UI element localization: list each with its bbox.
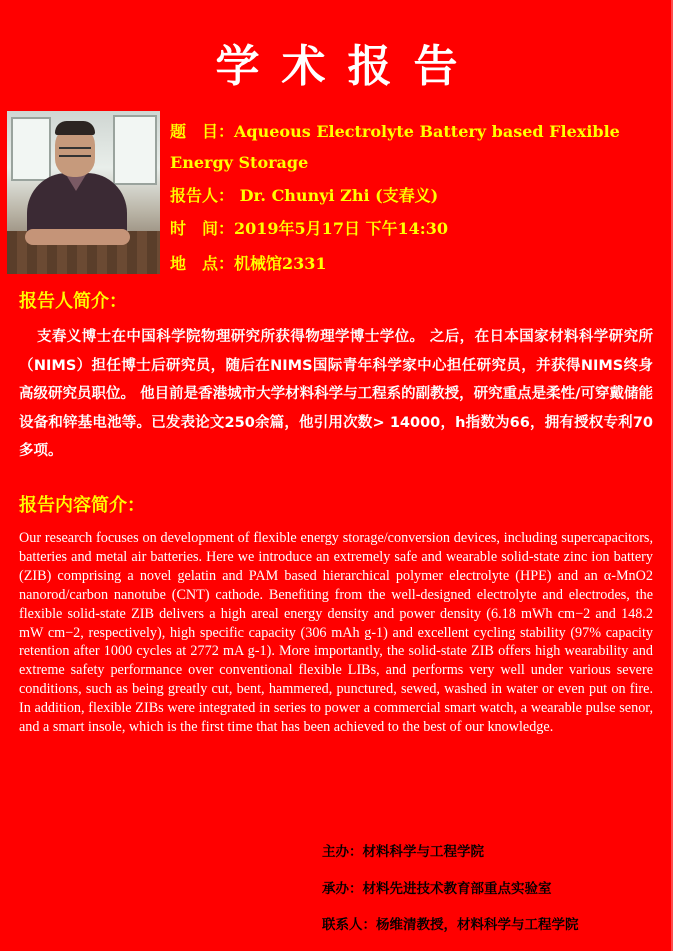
info-time: [170, 216, 660, 239]
photo-glasses: [59, 147, 91, 157]
info-place: [170, 251, 660, 274]
footer-co-host: 承办：材料先进技术教育部重点实验室: [322, 881, 552, 897]
info-place-value: 机械馆2331: [234, 254, 327, 273]
info-time-label: 时 间：: [170, 219, 235, 238]
info-place-label: 地 点：: [170, 254, 235, 273]
photo-arm: [25, 229, 130, 245]
abstract-heading: 报告内容简介：: [19, 495, 145, 516]
photo-window: [11, 117, 51, 181]
bio-heading: 报告人简介：: [19, 291, 127, 312]
footer-host: 主办：材料科学与工程学院: [322, 844, 484, 860]
info-speaker-label: 报告人：: [170, 186, 235, 205]
info-title-value: Aqueous Electrolyte Battery based Flexible Energy Storage: [170, 122, 620, 172]
info-title: [170, 116, 660, 178]
info-time-value: 2019年5月17日 下午14:30: [234, 219, 448, 238]
info-title-label: 题 目：: [170, 122, 235, 141]
speaker-photo: [7, 111, 160, 274]
info-speaker-value: Dr. Chunyi Zhi (支春义): [234, 186, 439, 205]
abstract-text: Our research focuses on development of flexible energy storage/conversion devices, including supercapacitors, batteries and metal air batteries. Here we introduce an extremely safe and wearable solid-state zinc ion battery (ZIB) comprising a novel gelatin and PAM based hierarchical polymer electrolyte (HPE) and an α-MnO2 nanorod/carbon nanotube (CNT) cathode. Benefiting from the well-designed electrolyte and electrodes, the flexible solid-state ZIB delivers a high areal energy density and power density (6.18 mWh cm−2 and 148.2 mW cm−2, respectively), high specific capacity (306 mAh g-1) and excellent cycling stability (97% capacity retention after 1000 cycles at 2772 mA g-1). More importantly, the solid-state ZIB offers high wearability and extreme safety performance over conventional flexible LIBs, and performs very well under various severe conditions, such as being greatly cut, bent, hammered, punctured, sewed, washed in water or even put on fire. In addition, flexible ZIBs were integrated in series to power a commercial smart watch, a wearable pulse senor, and a smart insole, which is the first time that has been achieved to the best of our knowledge.: [19, 530, 653, 736]
footer-contact: 联系人：杨维清教授，材料科学与工程学院: [322, 917, 579, 933]
bio-text: 支春义博士在中国科学院物理研究所获得物理学博士学位。 之后，在日本国家材料科学研究所（NIMS）担任博士后研究员，随后在NIMS国际青年科学家中心担任研究员，并获得NIMS终身高级研究员职位。 他目前是香港城市大学材料科学与工程系的副教授，研究重点是柔性/可穿戴储能设备和锌基电池等。已发表论文250余篇，他引用次数> 14000，h指数为66，拥有授权专利70多项。: [19, 329, 653, 459]
info-speaker: [170, 183, 660, 206]
photo-hair: [55, 121, 95, 135]
photo-window: [113, 115, 157, 185]
page-title: 学术报告: [215, 41, 480, 92]
